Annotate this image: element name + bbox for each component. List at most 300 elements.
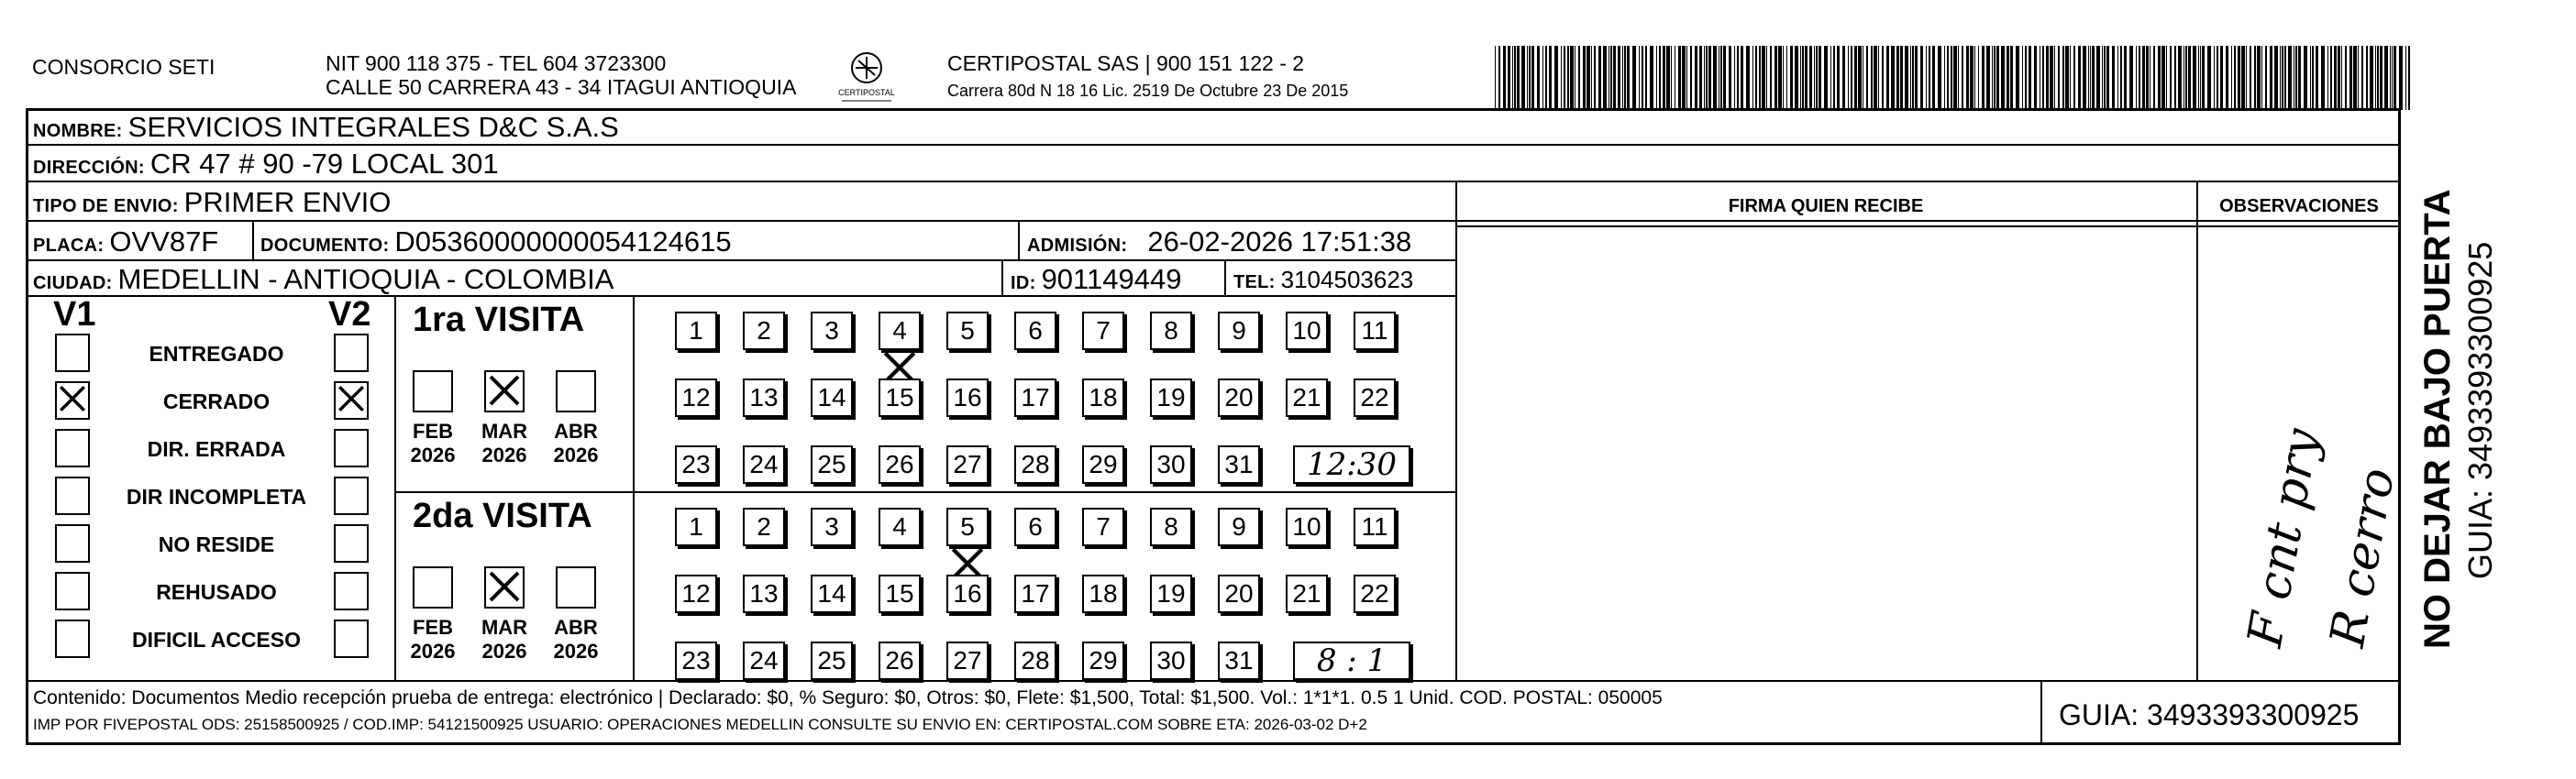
field-ciudad (33, 263, 614, 296)
barcode-bar (1591, 46, 1592, 110)
day-box[interactable]: 14 (811, 379, 853, 417)
barcode-bar (2139, 46, 2140, 110)
barcode-bar (2310, 46, 2311, 110)
day-box[interactable]: 9 (1218, 312, 1260, 350)
barcode-bar (2220, 46, 2223, 110)
barcode-bar (1663, 46, 1665, 110)
barcode-bar (1627, 46, 1630, 110)
month-name: ABR (554, 420, 598, 443)
month-year: 2026 (410, 444, 456, 466)
barcode-bar (1713, 46, 1717, 110)
day-box[interactable]: 31 (1218, 445, 1260, 484)
barcode-bar (1578, 46, 1580, 110)
barcode-bar (1837, 46, 1840, 110)
barcode-bar (1675, 46, 1676, 110)
barcode-bar (1695, 46, 1697, 110)
barcode-bar (1912, 46, 1914, 110)
barcode-bar (2112, 46, 2116, 110)
day-box[interactable]: 1 (675, 508, 717, 546)
barcode-bar (2341, 46, 2342, 110)
barcode-bar (2380, 46, 2383, 110)
v1-checkbox[interactable] (55, 334, 90, 372)
barcode-bar (2124, 46, 2127, 110)
month-name: MAR (481, 616, 528, 639)
day-box[interactable]: 26 (879, 642, 921, 680)
barcode-bar (1982, 46, 1985, 110)
reason-label: DIR INCOMPLETA (126, 485, 307, 509)
barcode-bar (2312, 46, 2314, 110)
day-box[interactable]: 28 (1014, 445, 1056, 484)
barcode-bar (1926, 46, 1927, 110)
barcode-bar (1759, 46, 1762, 110)
barcode-bar (2246, 46, 2247, 110)
day-box[interactable]: 13 (743, 379, 785, 417)
month-year: 2026 (553, 640, 599, 663)
barcode-bar (2361, 46, 2363, 110)
month-year: 2026 (410, 640, 456, 663)
barcode-bar (2377, 46, 2379, 110)
month-checkbox[interactable] (556, 370, 596, 412)
barcode-bar (1938, 46, 1941, 110)
license-line: Carrera 80d N 18 16 Lic. 2519 De Octubre 23 De 2015 (947, 82, 1349, 100)
barcode-bar (1508, 46, 1511, 110)
barcode-bar (2234, 46, 2236, 110)
day-box[interactable]: 24 (743, 445, 785, 484)
barcode-bar (1632, 46, 1636, 110)
address-line: CALLE 50 CARRERA 43 - 34 ITAGUI ANTIOQUIA (326, 75, 797, 99)
barcode-bar (1650, 46, 1653, 110)
field-admision (1027, 225, 1411, 258)
barcode-bar (2129, 46, 2133, 110)
nit-line: NIT 900 118 375 - TEL 604 3723300 (326, 51, 667, 75)
day-box[interactable]: 16 (946, 379, 989, 417)
barcode (1495, 46, 2412, 110)
barcode-bar (1897, 46, 1899, 110)
barcode-bar (2261, 46, 2262, 110)
barcode-bar (1774, 46, 1777, 110)
barcode-bar (1896, 46, 1897, 110)
barcode-bar (1734, 46, 1735, 110)
barcode-bar (2090, 46, 2092, 110)
barcode-bar (1802, 46, 1804, 110)
barcode-bar (1567, 46, 1570, 110)
v1-checkbox[interactable] (55, 381, 90, 420)
barcode-bar (1786, 46, 1788, 110)
barcode-bar (2073, 46, 2075, 110)
barcode-bar (1944, 46, 1945, 110)
barcode-bar (2096, 46, 2100, 110)
barcode-bar (1704, 46, 1705, 110)
barcode-bar (1858, 46, 1862, 110)
day-box[interactable]: 27 (946, 642, 989, 680)
barcode-bar (1682, 46, 1686, 110)
barcode-bar (2207, 46, 2211, 110)
day-box[interactable]: 12 (675, 575, 717, 613)
reason-label: NO RESIDE (158, 532, 275, 556)
barcode-bar (2010, 46, 2013, 110)
barcode-bar (2198, 46, 2199, 110)
tipo-label: TIPO DE ENVIO: (33, 196, 179, 216)
day-box[interactable]: 1 (675, 312, 717, 350)
day-box[interactable]: 10 (1286, 508, 1328, 546)
day-box[interactable]: 4 (879, 508, 921, 546)
barcode-bar (1809, 46, 1813, 110)
day-box[interactable]: 15 (879, 379, 921, 417)
day-box[interactable]: 20 (1218, 575, 1260, 613)
barcode-bar (1598, 46, 1601, 110)
day-box[interactable]: 25 (811, 642, 853, 680)
barcode-bar (1783, 46, 1784, 110)
barcode-bar (1583, 46, 1586, 110)
barcode-bar (1795, 46, 1798, 110)
barcode-bar (1720, 46, 1722, 110)
placa-value: OVV87F (109, 225, 219, 258)
company-name: CONSORCIO SETI (32, 55, 216, 79)
barcode-bar (2202, 46, 2205, 110)
reason-label: CERRADO (162, 390, 271, 413)
barcode-bar (1741, 46, 1743, 110)
day-box[interactable]: 10 (1286, 312, 1328, 350)
field-tel (1233, 266, 1413, 294)
barcode-bar (1953, 46, 1957, 110)
barcode-bar (1824, 46, 1828, 110)
v1-checkbox[interactable] (55, 620, 90, 658)
barcode-bar (2366, 46, 2369, 110)
v1-checkbox[interactable] (55, 572, 90, 610)
barcode-bar (2104, 46, 2106, 110)
month-name: ABR (554, 616, 598, 639)
barcode-bar (2050, 46, 2053, 110)
day-box[interactable]: 11 (1354, 508, 1396, 546)
barcode-bar (2217, 46, 2218, 110)
barcode-bar (1932, 46, 1935, 110)
barcode-bar (2349, 46, 2352, 110)
barcode-bar (2136, 46, 2137, 110)
barcode-bar (1678, 46, 1681, 110)
day-box[interactable]: 28 (1014, 642, 1056, 680)
month-checkbox[interactable] (413, 566, 453, 609)
barcode-bar (2353, 46, 2357, 110)
v2-checkbox[interactable] (334, 572, 369, 610)
barcode-bar (1613, 46, 1616, 110)
day-box[interactable]: 11 (1354, 312, 1396, 350)
month-year: 2026 (553, 444, 599, 466)
barcode-bar (1962, 46, 1963, 110)
day-box[interactable]: 27 (946, 445, 989, 484)
barcode-bar (2078, 46, 2081, 110)
barcode-bar (2161, 46, 2165, 110)
barcode-bar (2153, 46, 2155, 110)
day-box[interactable]: 2 (743, 508, 785, 546)
barcode-bar (2092, 46, 2095, 110)
barcode-bar (2054, 46, 2055, 110)
barcode-bar (1531, 46, 1534, 110)
admision-label: ADMISIÓN: (1027, 236, 1128, 256)
barcode-bar (1542, 46, 1543, 110)
barcode-bar (1929, 46, 1930, 110)
barcode-bar (1527, 46, 1528, 110)
barcode-bar (2106, 46, 2109, 110)
barcode-bar (2250, 46, 2251, 110)
barcode-bar (1645, 46, 1648, 110)
day-box[interactable]: 21 (1286, 575, 1328, 613)
day-box[interactable]: 19 (1150, 575, 1192, 613)
barcode-bar (2405, 46, 2406, 110)
barcode-bar (2408, 46, 2410, 110)
barcode-bar (1900, 46, 1903, 110)
observaciones-header: OBSERVACIONES (2219, 196, 2379, 216)
day-box[interactable]: 16 (946, 575, 989, 613)
tipo-value: PRIMER ENVIO (183, 186, 392, 218)
guia-vertical: GUIA: 3493393300925 (2461, 241, 2499, 579)
barcode-bar (2334, 46, 2337, 110)
day-box[interactable]: 22 (1354, 575, 1396, 613)
barcode-bar (2321, 46, 2325, 110)
v2-checkbox[interactable] (334, 334, 369, 372)
barcode-bar (1947, 46, 1949, 110)
barcode-bar (2083, 46, 2086, 110)
ciudad-label: CIUDAD: (33, 273, 113, 293)
barcode-bar (2295, 46, 2297, 110)
barcode-bar (2016, 46, 2019, 110)
day-box[interactable]: 2 (743, 312, 785, 350)
barcode-bar (2358, 46, 2359, 110)
month-checkbox[interactable] (484, 566, 525, 609)
barcode-bar (2399, 46, 2403, 110)
day-box[interactable]: 24 (743, 642, 785, 680)
day-box[interactable]: 9 (1218, 508, 1260, 546)
barcode-bar (2042, 46, 2044, 110)
barcode-bar (2058, 46, 2060, 110)
footer-contenido: Contenido: Documentos Medio recepción prueba de entrega: electrónico | Declarado: $0, % Seguro: $0, Otros: $0, Flete: $1,500, Total: $1,500. Vol.: 1*1*1. 0.5 1 Unid. COD. POSTAL: 050005 (33, 687, 1663, 708)
documento-value: D05360000000054124615 (394, 225, 732, 258)
field-tipo-envio (33, 186, 391, 219)
barcode-bar (2142, 46, 2145, 110)
month-label (544, 420, 608, 467)
day-box[interactable]: 18 (1082, 575, 1124, 613)
v1-checkbox[interactable] (55, 524, 90, 563)
barcode-bar (2226, 46, 2229, 110)
v1-checkbox[interactable] (55, 429, 90, 467)
barcode-bar (2046, 46, 2049, 110)
barcode-bar (1624, 46, 1626, 110)
field-documento (260, 225, 732, 258)
barcode-bar (1905, 46, 1908, 110)
barcode-bar (1706, 46, 1708, 110)
barcode-bar (2070, 46, 2071, 110)
reason-label: DIR. ERRADA (147, 437, 286, 461)
barcode-bar (1842, 46, 1846, 110)
v2-checkbox[interactable] (334, 620, 369, 658)
carrier-line: CERTIPOSTAL SAS | 900 151 122 - 2 (947, 51, 1305, 75)
barcode-bar (1656, 46, 1657, 110)
direccion-value: CR 47 # 90 -79 LOCAL 301 (149, 148, 499, 180)
barcode-bar (1622, 46, 1623, 110)
day-box[interactable]: 23 (675, 642, 717, 680)
day-box[interactable]: 3 (811, 508, 853, 546)
barcode-bar (2022, 46, 2023, 110)
day-box[interactable]: 6 (1014, 508, 1056, 546)
barcode-bar (1819, 46, 1821, 110)
firma-header: FIRMA QUIEN RECIBE (1728, 196, 1924, 216)
ciudad-value: MEDELLIN - ANTIOQUIA - COLOMBIA (117, 263, 614, 295)
barcode-bar (2288, 46, 2292, 110)
barcode-bar (1737, 46, 1739, 110)
barcode-bar (2284, 46, 2287, 110)
barcode-bar (1564, 46, 1565, 110)
barcode-bar (1639, 46, 1640, 110)
barcode-bar (1996, 46, 1999, 110)
day-box[interactable]: 25 (811, 445, 853, 484)
barcode-bar (1958, 46, 1959, 110)
barcode-bar (1920, 46, 1924, 110)
day-box[interactable]: 30 (1150, 445, 1192, 484)
barcode-bar (2193, 46, 2196, 110)
day-box[interactable]: 31 (1218, 642, 1260, 680)
handwritten-note-1: F cnt pry (2238, 424, 2330, 652)
nombre-label: NOMBRE: (33, 121, 123, 141)
barcode-bar (2345, 46, 2347, 110)
barcode-bar (1498, 46, 1500, 110)
day-box[interactable]: 8 (1150, 312, 1192, 350)
day-box[interactable]: 4 (879, 312, 921, 350)
barcode-bar (1891, 46, 1895, 110)
barcode-bar (2330, 46, 2332, 110)
barcode-bar (1561, 46, 1562, 110)
barcode-bar (1610, 46, 1612, 110)
barcode-bar (1790, 46, 1793, 110)
day-box[interactable]: 7 (1082, 508, 1124, 546)
month-name: MAR (481, 420, 528, 443)
day-box[interactable]: 22 (1354, 379, 1396, 417)
day-box[interactable]: 5 (946, 508, 989, 546)
month-year: 2026 (481, 444, 527, 466)
day-box[interactable]: 13 (743, 575, 785, 613)
visit-title: 2da VISITA (413, 497, 592, 535)
barcode-bar (1951, 46, 1953, 110)
day-box[interactable]: 12 (675, 379, 717, 417)
month-year: 2026 (481, 640, 527, 663)
direccion-label: DIRECCIÓN: (33, 158, 145, 178)
day-box[interactable]: 17 (1014, 379, 1056, 417)
barcode-bar (1690, 46, 1692, 110)
visit-time: 8 : 1 (1293, 642, 1410, 680)
day-box[interactable]: 19 (1150, 379, 1192, 417)
warning-vertical: NO DEJAR BAJO PUERTA (2417, 189, 2458, 649)
month-name: FEB (413, 420, 453, 443)
barcode-bar (1671, 46, 1672, 110)
v2-header: V2 (328, 295, 371, 334)
barcode-bar (2265, 46, 2267, 110)
day-box[interactable]: 20 (1218, 379, 1260, 417)
barcode-bar (1537, 46, 1541, 110)
handwritten-note-2: R cerro (2320, 464, 2406, 652)
day-box[interactable]: 6 (1014, 312, 1056, 350)
month-label (472, 616, 536, 664)
v1-checkbox[interactable] (55, 477, 90, 515)
barcode-bar (2274, 46, 2278, 110)
barcode-bar (1570, 46, 1574, 110)
barcode-bar (2375, 46, 2376, 110)
v2-checkbox[interactable] (334, 524, 369, 563)
day-box[interactable]: 3 (811, 312, 853, 350)
day-box[interactable]: 29 (1082, 445, 1124, 484)
barcode-bar (2394, 46, 2396, 110)
barcode-bar (1729, 46, 1732, 110)
barcode-bar (1746, 46, 1750, 110)
barcode-bar (2254, 46, 2257, 110)
barcode-bar (1762, 46, 1765, 110)
v2-checkbox[interactable] (334, 477, 369, 515)
barcode-bar (1755, 46, 1757, 110)
barcode-bar (2062, 46, 2065, 110)
day-box[interactable]: 23 (675, 445, 717, 484)
barcode-bar (2088, 46, 2089, 110)
month-checkbox[interactable] (484, 370, 525, 412)
v2-checkbox[interactable] (334, 381, 369, 420)
month-label (401, 420, 465, 467)
month-checkbox[interactable] (413, 370, 453, 412)
barcode-bar (1816, 46, 1818, 110)
barcode-bar (2392, 46, 2394, 110)
day-box[interactable]: 18 (1082, 379, 1124, 417)
reason-label: REHUSADO (156, 580, 277, 604)
barcode-bar (2200, 46, 2202, 110)
barcode-bar (2241, 46, 2245, 110)
day-box[interactable]: 14 (811, 575, 853, 613)
barcode-bar (2120, 46, 2122, 110)
barcode-bar (1529, 46, 1531, 110)
barcode-bar (1851, 46, 1852, 110)
barcode-bar (1587, 46, 1590, 110)
v2-checkbox[interactable] (334, 429, 369, 467)
barcode-bar (2280, 46, 2281, 110)
barcode-bar (1970, 46, 1973, 110)
barcode-bar (1503, 46, 1506, 110)
day-box[interactable]: 15 (879, 575, 921, 613)
barcode-bar (2185, 46, 2187, 110)
barcode-bar (1994, 46, 1996, 110)
barcode-bar (1910, 46, 1911, 110)
day-box[interactable]: 21 (1286, 379, 1328, 417)
barcode-bar (2158, 46, 2161, 110)
barcode-bar (1854, 46, 1857, 110)
barcode-bar (1517, 46, 1520, 110)
visit-title: 1ra VISITA (413, 301, 585, 339)
barcode-bar (2298, 46, 2301, 110)
barcode-bar (1878, 46, 1879, 110)
visit-time: 12:30 (1293, 445, 1410, 484)
barcode-bar (1554, 46, 1558, 110)
day-box[interactable]: 8 (1150, 508, 1192, 546)
day-box[interactable]: 7 (1082, 312, 1124, 350)
barcode-bar (1666, 46, 1670, 110)
month-checkbox[interactable] (556, 566, 596, 609)
day-box[interactable]: 26 (879, 445, 921, 484)
field-placa (33, 225, 218, 258)
barcode-bar (1686, 46, 1687, 110)
day-box[interactable]: 29 (1082, 642, 1124, 680)
barcode-bar (1708, 46, 1711, 110)
day-box[interactable]: 30 (1150, 642, 1192, 680)
month-name: FEB (413, 616, 453, 639)
day-box[interactable]: 5 (946, 312, 989, 350)
barcode-bar (2025, 46, 2027, 110)
barcode-bar (2270, 46, 2272, 110)
barcode-bar (2102, 46, 2103, 110)
month-label (544, 616, 608, 664)
day-box[interactable]: 17 (1014, 575, 1056, 613)
